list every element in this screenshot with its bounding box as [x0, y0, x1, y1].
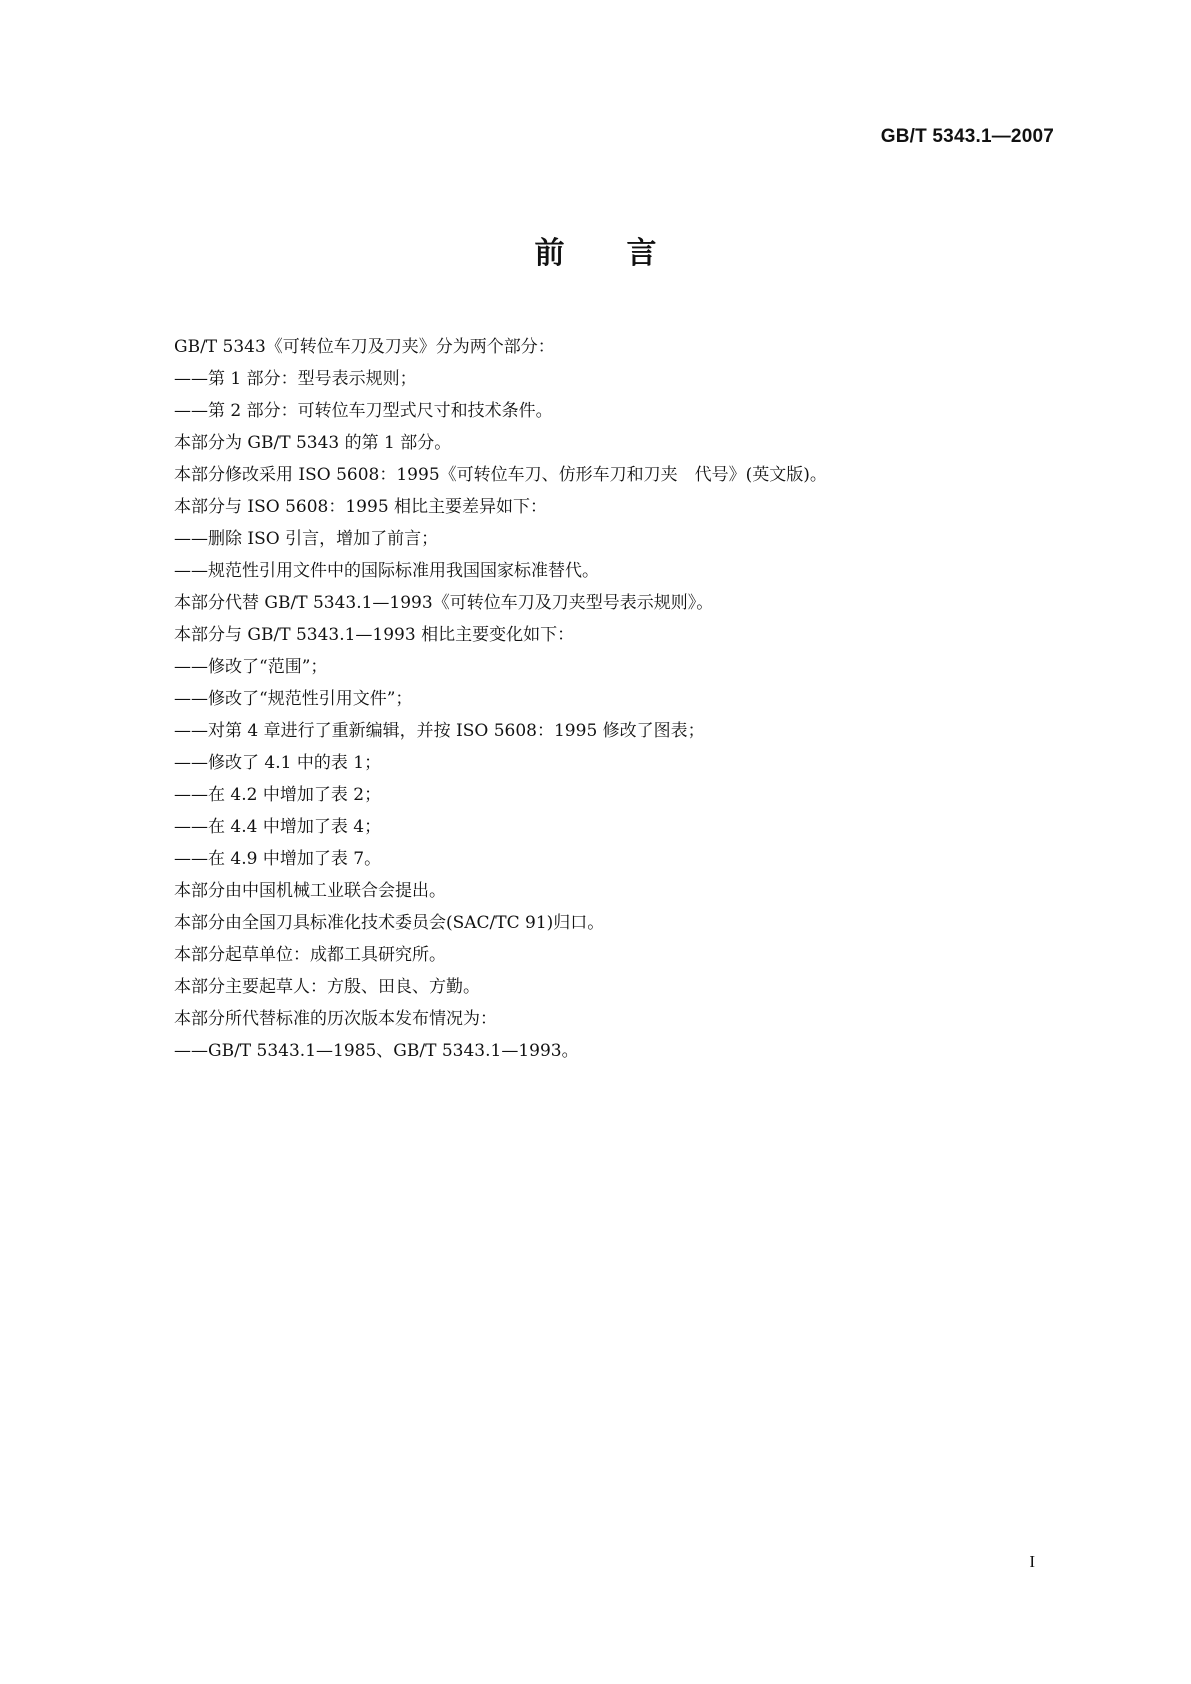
page-number: I: [1029, 1552, 1035, 1571]
foreword-line: 本部分与 ISO 5608：1995 相比主要差异如下：: [174, 497, 548, 517]
foreword-line: 本部分代替 GB/T 5343.1—1993《可转位车刀及刀夹型号表示规则》。: [174, 593, 714, 613]
standard-number: GB/T 5343.1—2007: [880, 126, 1054, 147]
foreword-line: ——GB/T 5343.1—1985、GB/T 5343.1—1993。: [174, 1041, 579, 1061]
foreword-line: ——修改了“规范性引用文件”；: [174, 689, 413, 709]
foreword-line: 本部分所代替标准的历次版本发布情况为：: [174, 1009, 497, 1029]
foreword-line: 本部分主要起草人：方殷、田良、方勤。: [174, 977, 480, 997]
foreword-line: ——删除 ISO 引言，增加了前言；: [174, 529, 439, 549]
foreword-line: ——第 2 部分：可转位车刀型式尺寸和技术条件。: [174, 401, 553, 421]
foreword-body: [174, 331, 1074, 1067]
foreword-line: 本部分由中国机械工业联合会提出。: [174, 881, 446, 901]
foreword-line: 本部分修改采用 ISO 5608：1995《可转位车刀、仿形车刀和刀夹 代号》(英文版)。: [174, 465, 827, 485]
foreword-line: 本部分为 GB/T 5343 的第 1 部分。: [174, 433, 452, 453]
foreword-line: ——第 1 部分：型号表示规则；: [174, 369, 417, 389]
foreword-line: ——在 4.4 中增加了表 4；: [174, 817, 382, 837]
foreword-line: ——在 4.9 中增加了表 7。: [174, 849, 382, 869]
foreword-line: ——修改了“范围”；: [174, 657, 328, 677]
page-title: 前言: [534, 236, 719, 271]
foreword-line: ——在 4.2 中增加了表 2；: [174, 785, 382, 805]
foreword-line: ——对第 4 章进行了重新编辑，并按 ISO 5608：1995 修改了图表；: [174, 721, 705, 741]
foreword-line: GB/T 5343《可转位车刀及刀夹》分为两个部分：: [174, 337, 555, 357]
foreword-line: ——修改了 4.1 中的表 1；: [174, 753, 382, 773]
foreword-line: 本部分起草单位：成都工具研究所。: [174, 945, 446, 965]
foreword-line: 本部分由全国刀具标准化技术委员会(SAC/TC 91)归口。: [174, 913, 605, 933]
foreword-line: ——规范性引用文件中的国际标准用我国国家标准替代。: [174, 561, 599, 581]
foreword-line: 本部分与 GB/T 5343.1—1993 相比主要变化如下：: [174, 625, 575, 645]
